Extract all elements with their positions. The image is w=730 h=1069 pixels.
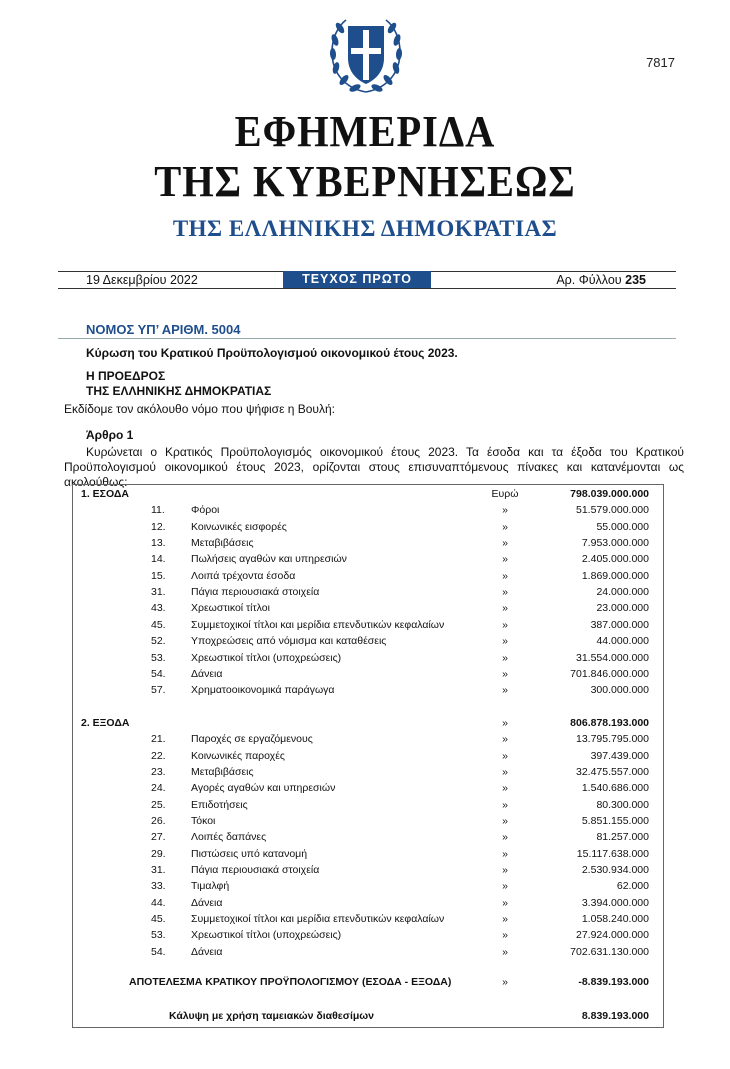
row-code: 14.	[151, 553, 166, 566]
row-code: 53.	[151, 929, 166, 942]
revenue-total: 798.039.000.000	[570, 488, 649, 500]
coverage-value: 8.839.193.000	[581, 1010, 649, 1023]
result-unit: »	[502, 976, 508, 989]
row-unit: »	[502, 765, 508, 778]
row-unit: »	[502, 667, 508, 680]
row-unit: »	[502, 749, 508, 762]
row-value: 7.953.000.000	[581, 537, 649, 550]
row-name: Μεταβιβάσεις	[191, 537, 254, 550]
row-value: 3.394.000.000	[581, 896, 649, 909]
coverage-label: Κάλυψη με χρήση ταμειακών διαθεσίμων	[169, 1010, 375, 1023]
row-code: 27.	[151, 831, 166, 844]
row-name: Χρηματοοικονομικά παράγωγα	[191, 684, 335, 697]
table-row	[73, 504, 663, 520]
row-code: 21.	[151, 733, 166, 746]
row-value: 44.000.000	[596, 635, 649, 648]
row-unit: »	[502, 864, 508, 877]
row-name: Παροχές σε εργαζόμενους	[191, 733, 313, 746]
row-value: 1.869.000.000	[581, 569, 649, 582]
masthead-line-1: ΕΦΗΜΕΡΙΔΑ	[234, 107, 496, 156]
row-unit: »	[502, 651, 508, 664]
row-value: 5.851.155.000	[581, 815, 649, 827]
row-value: 80.300.000	[596, 798, 649, 811]
law-title-rule	[58, 338, 676, 339]
row-unit: »	[502, 586, 508, 599]
table-row	[73, 635, 663, 651]
row-unit: »	[502, 684, 508, 697]
row-unit: »	[502, 815, 508, 827]
table-row	[73, 815, 663, 831]
row-name: Κοινωνικές εισφορές	[191, 520, 287, 533]
table-row	[73, 553, 663, 569]
row-unit: »	[502, 945, 508, 958]
row-value: 1.058.240.000	[581, 913, 649, 926]
row-unit: »	[502, 504, 508, 517]
row-name: Δάνεια	[191, 945, 223, 958]
row-name: Επιδοτήσεις	[191, 798, 248, 811]
row-name: Υποχρεώσεις από νόμισμα και καταθέσεις	[191, 635, 387, 648]
row-code: 31.	[151, 586, 166, 599]
row-code: 23.	[151, 765, 166, 778]
row-code: 52.	[151, 635, 166, 648]
row-code: 22.	[151, 749, 166, 762]
row-value: 62.000	[616, 880, 649, 893]
table-row	[73, 521, 663, 537]
revenue-header-row	[73, 488, 663, 504]
table-row	[73, 913, 663, 929]
row-value: 81.257.000	[596, 831, 649, 844]
row-value: 2.530.934.000	[581, 864, 649, 877]
article-title: Άρθρο 1	[86, 428, 134, 442]
row-code: 54.	[151, 945, 166, 958]
table-row	[73, 880, 663, 896]
row-value: 55.000.000	[596, 520, 649, 533]
row-value: 24.000.000	[596, 586, 649, 599]
table-row	[73, 864, 663, 880]
table-row	[73, 897, 663, 913]
row-unit: »	[502, 880, 508, 893]
row-name: Χρεωστικοί τίτλοι (υποχρεώσεις)	[191, 651, 342, 664]
row-unit: »	[502, 635, 508, 648]
issue-badge: ΤΕΥΧΟΣ ΠΡΩΤΟ	[283, 271, 431, 288]
table-row	[73, 799, 663, 815]
hellenic-coat-of-arms-emblem	[324, 12, 408, 96]
revenue-label: 1. ΕΣΟΔΑ	[81, 488, 129, 500]
row-value: 13.795.795.000	[576, 733, 649, 746]
table-row	[73, 668, 663, 684]
table-row	[73, 537, 663, 553]
table-row	[73, 929, 663, 945]
page-number: 7817	[646, 55, 675, 70]
president-line-2: ΤΗΣ ΕΛΛΗΝΙΚΗΣ ΔΗΜΟΚΡΑΤΙΑΣ	[86, 384, 272, 398]
row-unit: »	[502, 537, 508, 550]
row-name: Τόκοι	[191, 815, 216, 827]
expenses-unit: »	[502, 716, 508, 729]
row-name: Λοιπά τρέχοντα έσοδα	[191, 569, 296, 582]
row-code: 43.	[151, 602, 166, 615]
row-unit: »	[502, 520, 508, 533]
row-code: 15.	[151, 569, 166, 582]
result-row	[73, 976, 663, 992]
row-code: 53.	[151, 651, 166, 664]
table-row	[73, 733, 663, 749]
row-unit: »	[502, 831, 508, 844]
row-value: 2.405.000.000	[581, 553, 649, 566]
law-title: ΝΟΜΟΣ ΥΠ’ ΑΡΙΘΜ. 5004	[86, 322, 241, 337]
row-value: 300.000.000	[590, 684, 649, 697]
table-row	[73, 619, 663, 635]
row-name: Δάνεια	[191, 667, 223, 680]
row-name: Κοινωνικές παροχές	[191, 749, 285, 762]
row-value: 27.924.000.000	[576, 929, 649, 942]
row-unit: »	[502, 733, 508, 746]
row-name: Αγορές αγαθών και υπηρεσιών	[191, 782, 336, 795]
row-name: Μεταβιβάσεις	[191, 765, 254, 778]
header-rule-bottom	[58, 288, 676, 289]
table-row	[73, 831, 663, 847]
row-value: 387.000.000	[590, 618, 649, 631]
row-code: 54.	[151, 667, 166, 680]
row-name: Πιστώσεις υπό κατανομή	[191, 847, 308, 860]
row-code: 33.	[151, 880, 166, 893]
president-line-1: Η ΠΡΟΕΔΡΟΣ	[86, 369, 166, 383]
result-label: ΑΠΟΤΕΛΕΣΜΑ ΚΡΑΤΙΚΟΥ ΠΡΟΫΠΟΛΟΓΙΣΜΟΥ (ΕΣΟΔΑ - ΕΞΟΔΑ)	[129, 976, 452, 989]
row-name: Συμμετοχικοί τίτλοι και μερίδια επενδυτικών κεφαλαίων	[191, 618, 445, 631]
table-row	[73, 946, 663, 962]
row-value: 397.439.000	[590, 749, 649, 762]
table-row	[73, 766, 663, 782]
row-name: Χρεωστικοί τίτλοι (υποχρεώσεις)	[191, 929, 342, 942]
row-name: Χρεωστικοί τίτλοι	[191, 602, 270, 615]
expenses-label: 2. ΕΞΟΔΑ	[81, 716, 130, 729]
row-code: 26.	[151, 815, 166, 827]
row-code: 11.	[151, 504, 165, 517]
table-row	[73, 848, 663, 864]
table-row	[73, 602, 663, 618]
masthead-line-3: ΤΗΣ ΕΛΛΗΝΙΚΗΣ ΔΗΜΟΚΡΑΤΙΑΣ	[172, 216, 558, 241]
row-code: 12.	[151, 520, 166, 533]
sheet-number-value: 235	[625, 273, 646, 287]
row-code: 45.	[151, 913, 166, 926]
budget-table	[72, 484, 664, 1028]
row-value: 1.540.686.000	[581, 782, 649, 795]
row-name: Πάγια περιουσιακά στοιχεία	[191, 864, 320, 877]
row-code: 25.	[151, 798, 166, 811]
sheet-number	[556, 273, 646, 287]
row-name: Φόροι	[191, 504, 220, 517]
row-unit: »	[502, 569, 508, 582]
row-unit: »	[502, 847, 508, 860]
row-value: 32.475.557.000	[576, 765, 649, 778]
row-code: 24.	[151, 782, 166, 795]
row-name: Λοιπές δαπάνες	[191, 831, 267, 844]
row-unit: »	[502, 929, 508, 942]
ratification-line: Κύρωση του Κρατικού Προϋπολογισμού οικονομικού έτους 2023.	[86, 346, 458, 360]
row-code: 13.	[151, 537, 166, 550]
row-value: 51.579.000.000	[576, 504, 649, 517]
row-value: 701.846.000.000	[570, 667, 649, 680]
row-code: 29.	[151, 847, 166, 860]
expenses-header-row	[73, 717, 663, 733]
sheet-label: Αρ. Φύλλου	[556, 273, 622, 287]
revenue-unit: Ευρώ	[491, 488, 519, 500]
row-name: Πάγια περιουσιακά στοιχεία	[191, 586, 320, 599]
table-row	[73, 684, 663, 700]
table-row	[73, 586, 663, 602]
row-unit: »	[502, 798, 508, 811]
row-code: 45.	[151, 618, 166, 631]
row-unit: »	[502, 782, 508, 795]
row-name: Συμμετοχικοί τίτλοι και μερίδια επενδυτικών κεφαλαίων	[191, 913, 445, 926]
table-row	[73, 782, 663, 798]
row-name: Τιμαλφή	[191, 880, 230, 893]
enactment-line: Εκδίδομε τον ακόλουθο νόμο που ψήφισε η Βουλή:	[64, 402, 336, 416]
masthead-line-2: ΤΗΣ ΚΥΒΕΡΝΗΣΕΩΣ	[154, 157, 576, 206]
table-row	[73, 570, 663, 586]
article-text: Κυρώνεται ο Κρατικός Προϋπολογισμός οικονομικού έτους 2023. Τα έσοδα και τα έξοδα του Κρατικού Προϋπολογισμού οικονομικού έτους 2023, ορίζονται στους επισυναπτόμενους πίνακες και κατανέμονται ως ακολούθως:	[64, 445, 684, 489]
row-value: 702.631.130.000	[570, 945, 649, 958]
issue-date: 19 Δεκεμβρίου 2022	[86, 273, 198, 287]
row-unit: »	[502, 913, 508, 926]
expenses-total: 806.878.193.000	[570, 716, 649, 729]
row-unit: »	[502, 618, 508, 631]
row-value: 15.117.638.000	[576, 847, 649, 860]
row-value: 23.000.000	[596, 602, 649, 615]
row-name: Δάνεια	[191, 896, 223, 909]
row-code: 44.	[151, 896, 166, 909]
result-value: -8.839.193.000	[578, 976, 649, 989]
row-unit: »	[502, 553, 508, 566]
row-code: 31.	[151, 864, 166, 877]
row-code: 57.	[151, 684, 166, 697]
table-row	[73, 652, 663, 668]
row-value: 31.554.000.000	[576, 651, 649, 664]
table-row	[73, 750, 663, 766]
row-unit: »	[502, 896, 508, 909]
row-unit: »	[502, 602, 508, 615]
coverage-row	[73, 1010, 663, 1026]
row-name: Πωλήσεις αγαθών και υπηρεσιών	[191, 553, 347, 566]
